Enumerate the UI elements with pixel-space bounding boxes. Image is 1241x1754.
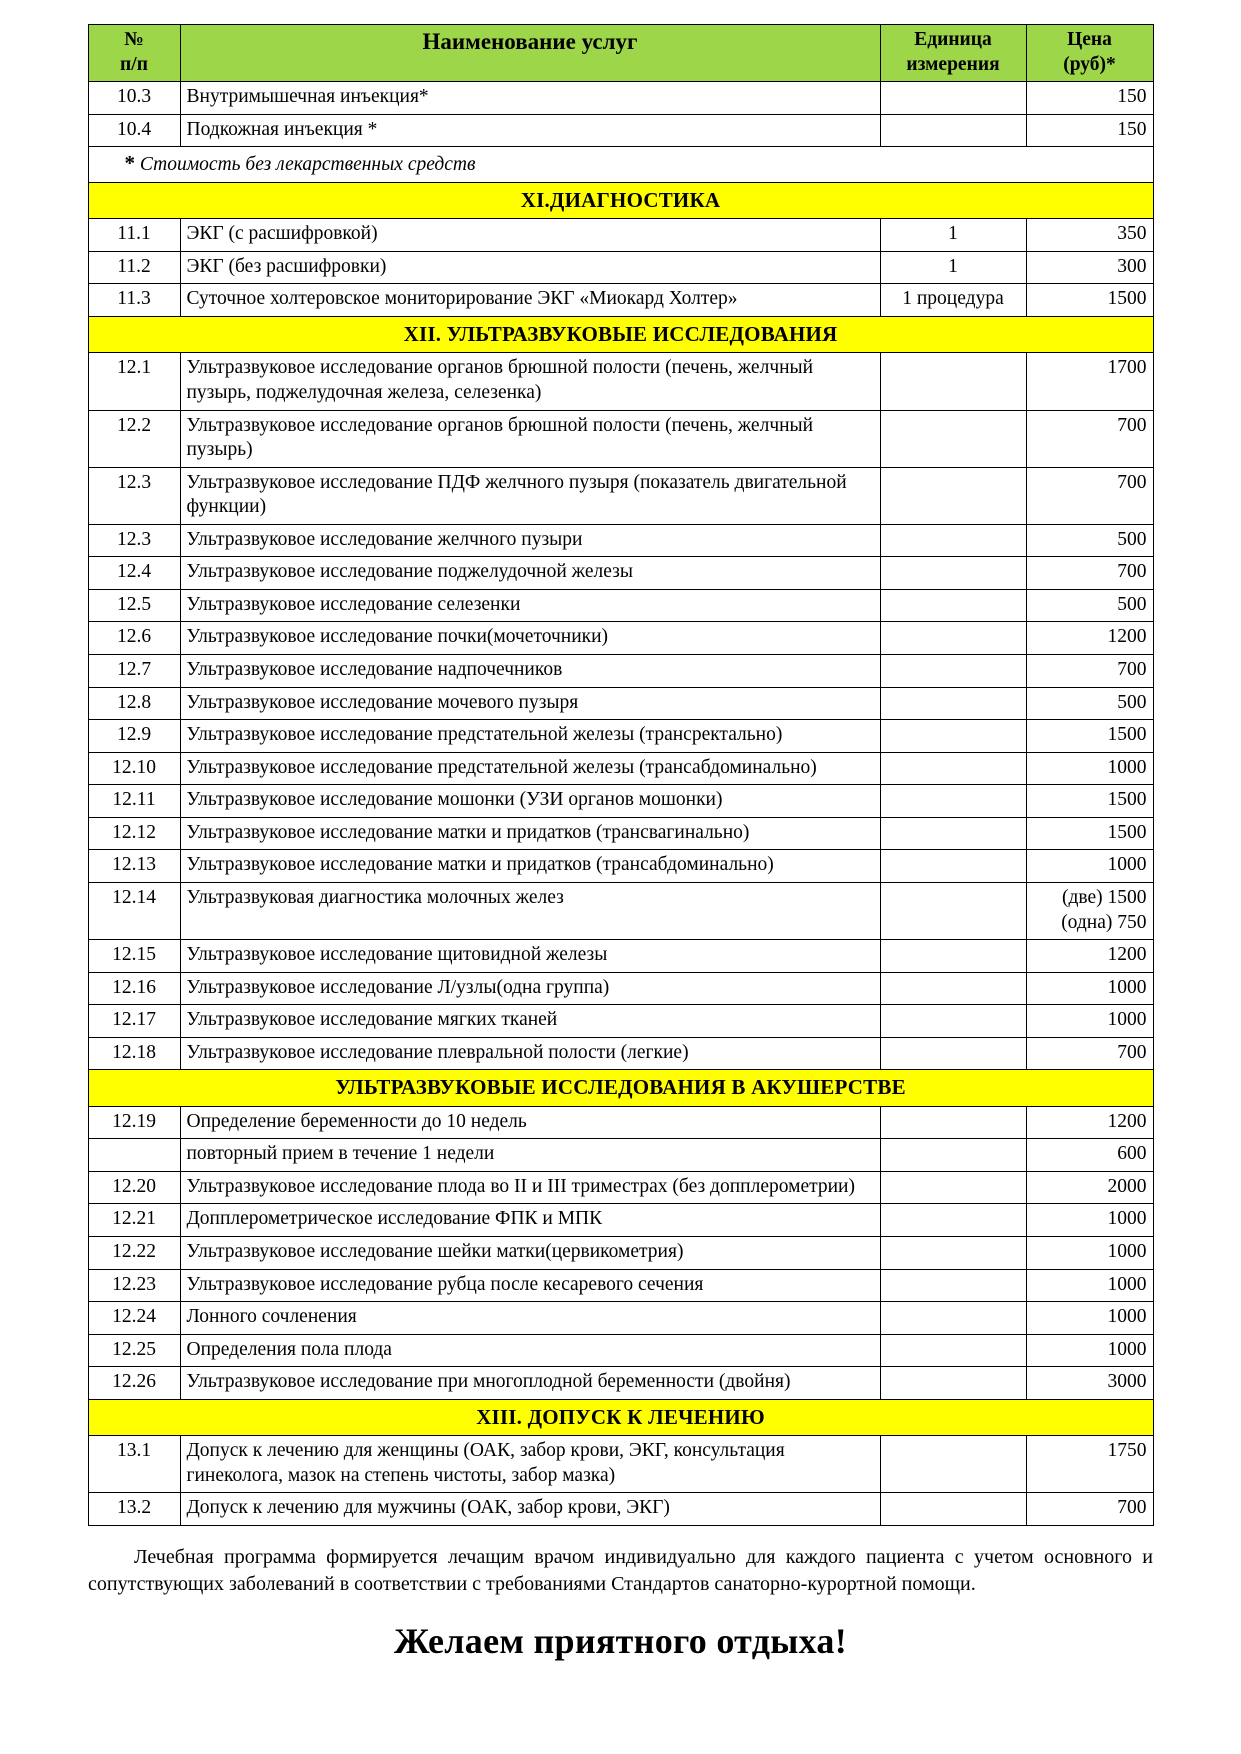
row-service-name: Определения пола плода: [180, 1334, 880, 1367]
table-row: [88, 655, 1153, 688]
row-unit: [880, 752, 1026, 785]
row-service-name: Ультразвуковое исследование матки и придатков (трансвагинально): [180, 817, 880, 850]
row-unit: [880, 817, 1026, 850]
row-unit: [880, 589, 1026, 622]
row-price: 700: [1026, 1037, 1153, 1070]
table-body: [88, 82, 1153, 1526]
price-table: [88, 24, 1154, 1526]
row-price: 150: [1026, 114, 1153, 147]
row-price: 1000: [1026, 1204, 1153, 1237]
row-price: 1500: [1026, 817, 1153, 850]
row-service-name: Ультразвуковое исследование органов брюшной полости (печень, желчный пузырь, поджелудочная железа, селезенка): [180, 353, 880, 410]
row-service-name: Ультразвуковое исследование шейки матки(цервикометрия): [180, 1237, 880, 1270]
footer: [88, 1544, 1153, 1662]
row-service-name: Ультразвуковое исследование при многоплодной беременности (двойня): [180, 1367, 880, 1400]
row-unit: [880, 1493, 1026, 1526]
row-service-name: Суточное холтеровское мониторирование ЭКГ «Миокард Холтер»: [180, 284, 880, 317]
row-unit: [880, 557, 1026, 590]
row-unit: 1: [880, 251, 1026, 284]
table-row: [88, 82, 1153, 115]
section-header-row: [88, 1070, 1153, 1106]
table-row: [88, 1334, 1153, 1367]
column-header-unit: [880, 25, 1026, 82]
row-number: 10.4: [88, 114, 180, 147]
row-service-name: Ультразвуковое исследование матки и придатков (трансабдоминально): [180, 850, 880, 883]
row-unit: [880, 850, 1026, 883]
section-title: XI.ДИАГНОСТИКА: [88, 182, 1153, 218]
table-row: [88, 1269, 1153, 1302]
row-unit: [880, 1302, 1026, 1335]
row-unit: [880, 972, 1026, 1005]
row-price: 1200: [1026, 1106, 1153, 1139]
row-unit: [880, 655, 1026, 688]
table-row: [88, 1367, 1153, 1400]
row-unit: [880, 353, 1026, 410]
row-service-name: Ультразвуковое исследование мягких тканей: [180, 1005, 880, 1038]
row-number: 12.5: [88, 589, 180, 622]
row-price: 2000: [1026, 1171, 1153, 1204]
section-title: XIII. ДОПУСК К ЛЕЧЕНИЮ: [88, 1399, 1153, 1435]
row-service-name: ЭКГ (без расшифровки): [180, 251, 880, 284]
table-row: [88, 972, 1153, 1005]
row-number: 12.26: [88, 1367, 180, 1400]
row-number: 12.1: [88, 353, 180, 410]
row-number: 11.1: [88, 219, 180, 252]
table-row: [88, 1302, 1153, 1335]
table-row: [88, 219, 1153, 252]
row-price: 1200: [1026, 622, 1153, 655]
footer-wish: Желаем приятного отдыха!: [393, 1621, 848, 1661]
row-unit: [880, 1334, 1026, 1367]
column-header-unit-line1: Единица: [914, 29, 992, 50]
row-service-name: Ультразвуковое исследование рубца после кесаревого сечения: [180, 1269, 880, 1302]
column-header-number-line2: п/п: [120, 53, 148, 75]
row-unit: [880, 1139, 1026, 1172]
row-price: 1200: [1026, 940, 1153, 973]
row-number: 12.3: [88, 524, 180, 557]
row-number: 11.2: [88, 251, 180, 284]
section-title: УЛЬТРАЗВУКОВЫЕ ИССЛЕДОВАНИЯ В АКУШЕРСТВЕ: [88, 1070, 1153, 1106]
row-unit: [880, 1237, 1026, 1270]
row-price: 350: [1026, 219, 1153, 252]
row-unit: [880, 1106, 1026, 1139]
row-price-option-2: (одна) 750: [1061, 911, 1147, 933]
row-price: 600: [1026, 1139, 1153, 1172]
row-number: 12.21: [88, 1204, 180, 1237]
row-service-name: ЭКГ (с расшифровкой): [180, 219, 880, 252]
row-price: 3000: [1026, 1367, 1153, 1400]
row-service-name: Ультразвуковое исследование ПДФ желчного пузыря (показатель двигательной функции): [180, 467, 880, 524]
row-unit: [880, 940, 1026, 973]
row-unit: [880, 1269, 1026, 1302]
row-service-name: Ультразвуковое исследование Л/узлы(одна группа): [180, 972, 880, 1005]
row-service-name: Ультразвуковая диагностика молочных желез: [180, 882, 880, 939]
section-header-row: [88, 1399, 1153, 1435]
row-number: 12.10: [88, 752, 180, 785]
table-row: [88, 940, 1153, 973]
row-number: 12.2: [88, 410, 180, 467]
table-row: [88, 622, 1153, 655]
row-number: 12.4: [88, 557, 180, 590]
note-asterisk: *: [124, 151, 135, 176]
row-unit: [880, 1436, 1026, 1493]
column-header-price-line2: (руб)*: [1063, 53, 1116, 75]
row-unit: [880, 1037, 1026, 1070]
row-price: 1000: [1026, 972, 1153, 1005]
row-service-name: Определение беременности до 10 недель: [180, 1106, 880, 1139]
row-service-name: Внутримышечная инъекция*: [180, 82, 880, 115]
row-number: 12.7: [88, 655, 180, 688]
row-unit: [880, 720, 1026, 753]
row-service-name: Ультразвуковое исследование почки(мочеточники): [180, 622, 880, 655]
table-row: [88, 687, 1153, 720]
row-unit: [880, 622, 1026, 655]
row-service-name: Ультразвуковое исследование плода во II и III триместрах (без допплерометрии): [180, 1171, 880, 1204]
column-header-price-line1: Цена: [1067, 29, 1112, 50]
row-number: 12.16: [88, 972, 180, 1005]
row-price: 1000: [1026, 850, 1153, 883]
table-row: [88, 1005, 1153, 1038]
table-row: [88, 1436, 1153, 1493]
row-service-name: Ультразвуковое исследование предстательной железы (трансректально): [180, 720, 880, 753]
row-service-name: Ультразвуковое исследование органов брюшной полости (печень, желчный пузырь): [180, 410, 880, 467]
table-row: [88, 817, 1153, 850]
section-title: XII. УЛЬТРАЗВУКОВЫЕ ИССЛЕДОВАНИЯ: [88, 316, 1153, 352]
row-unit: [880, 467, 1026, 524]
row-unit: [880, 82, 1026, 115]
row-number: 13.2: [88, 1493, 180, 1526]
row-price: [1026, 882, 1153, 939]
table-row: [88, 1171, 1153, 1204]
row-number: 12.12: [88, 817, 180, 850]
row-service-name: Ультразвуковое исследование желчного пузыри: [180, 524, 880, 557]
table-row: [88, 251, 1153, 284]
row-service-name: Ультразвуковое исследование мошонки (УЗИ органов мошонки): [180, 785, 880, 818]
table-row: [88, 1037, 1153, 1070]
row-price: 1500: [1026, 720, 1153, 753]
row-price: 1500: [1026, 284, 1153, 317]
column-header-price: [1026, 25, 1153, 82]
row-unit: [880, 882, 1026, 939]
note-row: [88, 147, 1153, 183]
row-service-name: Лонного сочленения: [180, 1302, 880, 1335]
row-number: 12.23: [88, 1269, 180, 1302]
table-row: [88, 589, 1153, 622]
row-number: 12.19: [88, 1106, 180, 1139]
column-header-number: [88, 25, 180, 82]
table-header: [88, 25, 1153, 82]
note-cell: [88, 147, 1153, 183]
table-row: [88, 1204, 1153, 1237]
column-header-service-name: Наименование услуг: [180, 25, 880, 82]
row-number: 12.3: [88, 467, 180, 524]
row-unit: 1 процедура: [880, 284, 1026, 317]
table-header-row: [88, 25, 1153, 82]
row-unit: [880, 1204, 1026, 1237]
row-service-name: Допплерометрическое исследование ФПК и МПК: [180, 1204, 880, 1237]
row-unit: 1: [880, 219, 1026, 252]
table-row: [88, 557, 1153, 590]
row-price: 1000: [1026, 1302, 1153, 1335]
row-number: 11.3: [88, 284, 180, 317]
row-unit: [880, 410, 1026, 467]
row-price: 1750: [1026, 1436, 1153, 1493]
column-header-number-line1: №: [124, 29, 144, 50]
row-price: 1000: [1026, 1005, 1153, 1038]
row-service-name: повторный прием в течение 1 недели: [180, 1139, 880, 1172]
row-service-name: Ультразвуковое исследование селезенки: [180, 589, 880, 622]
row-price: 1500: [1026, 785, 1153, 818]
table-row: [88, 410, 1153, 467]
table-row: [88, 114, 1153, 147]
row-price: 700: [1026, 655, 1153, 688]
row-number: 13.1: [88, 1436, 180, 1493]
row-service-name: Ультразвуковое исследование надпочечников: [180, 655, 880, 688]
column-header-unit-line2: измерения: [906, 53, 1000, 75]
row-service-name: Ультразвуковое исследование предстательной железы (трансабдоминально): [180, 752, 880, 785]
row-price-option-1: (две) 1500: [1061, 886, 1147, 908]
table-row: [88, 1139, 1153, 1172]
table-row: [88, 353, 1153, 410]
table-row: [88, 284, 1153, 317]
table-row: [88, 467, 1153, 524]
footer-paragraph: Лечебная программа формируется лечащим врачом индивидуально для каждого пациента с учетом основного и сопутствующих заболеваний в соответствии с требованиями Стандартов санаторно-курортной помощи.: [88, 1546, 1153, 1595]
row-number: 12.8: [88, 687, 180, 720]
row-unit: [880, 524, 1026, 557]
row-service-name: Ультразвуковое исследование поджелудочной железы: [180, 557, 880, 590]
row-number: 12.17: [88, 1005, 180, 1038]
section-header-row: [88, 182, 1153, 218]
row-unit: [880, 785, 1026, 818]
row-price: 1000: [1026, 1269, 1153, 1302]
row-price: 150: [1026, 82, 1153, 115]
table-row: [88, 1493, 1153, 1526]
table-row: [88, 850, 1153, 883]
row-service-name: Допуск к лечению для женщины (ОАК, забор крови, ЭКГ, консультация гинеколога, мазок на степень чистоты, забор мазка): [180, 1436, 880, 1493]
row-price: 700: [1026, 557, 1153, 590]
table-row: [88, 882, 1153, 939]
row-service-name: Ультразвуковое исследование мочевого пузыря: [180, 687, 880, 720]
note-text: Стоимость без лекарственных средств: [139, 154, 476, 176]
table-row: [88, 752, 1153, 785]
row-number: 12.9: [88, 720, 180, 753]
row-price: 1700: [1026, 353, 1153, 410]
row-service-name: Допуск к лечению для мужчины (ОАК, забор крови, ЭКГ): [180, 1493, 880, 1526]
row-number: 12.15: [88, 940, 180, 973]
row-service-name: Ультразвуковое исследование плевральной полости (легкие): [180, 1037, 880, 1070]
row-number: 12.25: [88, 1334, 180, 1367]
table-row: [88, 1237, 1153, 1270]
row-unit: [880, 1171, 1026, 1204]
row-unit: [880, 1367, 1026, 1400]
row-number: [88, 1139, 180, 1172]
table-row: [88, 1106, 1153, 1139]
row-price: 700: [1026, 1493, 1153, 1526]
row-unit: [880, 114, 1026, 147]
row-price-multi: [1033, 886, 1147, 935]
row-number: 12.24: [88, 1302, 180, 1335]
row-price: 500: [1026, 589, 1153, 622]
row-number: 12.20: [88, 1171, 180, 1204]
table-row: [88, 720, 1153, 753]
row-price: 700: [1026, 467, 1153, 524]
row-number: 10.3: [88, 82, 180, 115]
row-service-name: Ультразвуковое исследование щитовидной железы: [180, 940, 880, 973]
row-price: 1000: [1026, 1237, 1153, 1270]
row-number: 12.22: [88, 1237, 180, 1270]
row-price: 500: [1026, 524, 1153, 557]
row-number: 12.13: [88, 850, 180, 883]
row-price: 1000: [1026, 1334, 1153, 1367]
row-number: 12.11: [88, 785, 180, 818]
row-service-name: Подкожная инъекция *: [180, 114, 880, 147]
table-row: [88, 524, 1153, 557]
row-number: 12.18: [88, 1037, 180, 1070]
row-unit: [880, 1005, 1026, 1038]
row-number: 12.6: [88, 622, 180, 655]
row-price: 1000: [1026, 752, 1153, 785]
row-number: 12.14: [88, 882, 180, 939]
row-unit: [880, 687, 1026, 720]
row-price: 500: [1026, 687, 1153, 720]
row-price: 700: [1026, 410, 1153, 467]
table-row: [88, 785, 1153, 818]
row-price: 300: [1026, 251, 1153, 284]
section-header-row: [88, 316, 1153, 352]
